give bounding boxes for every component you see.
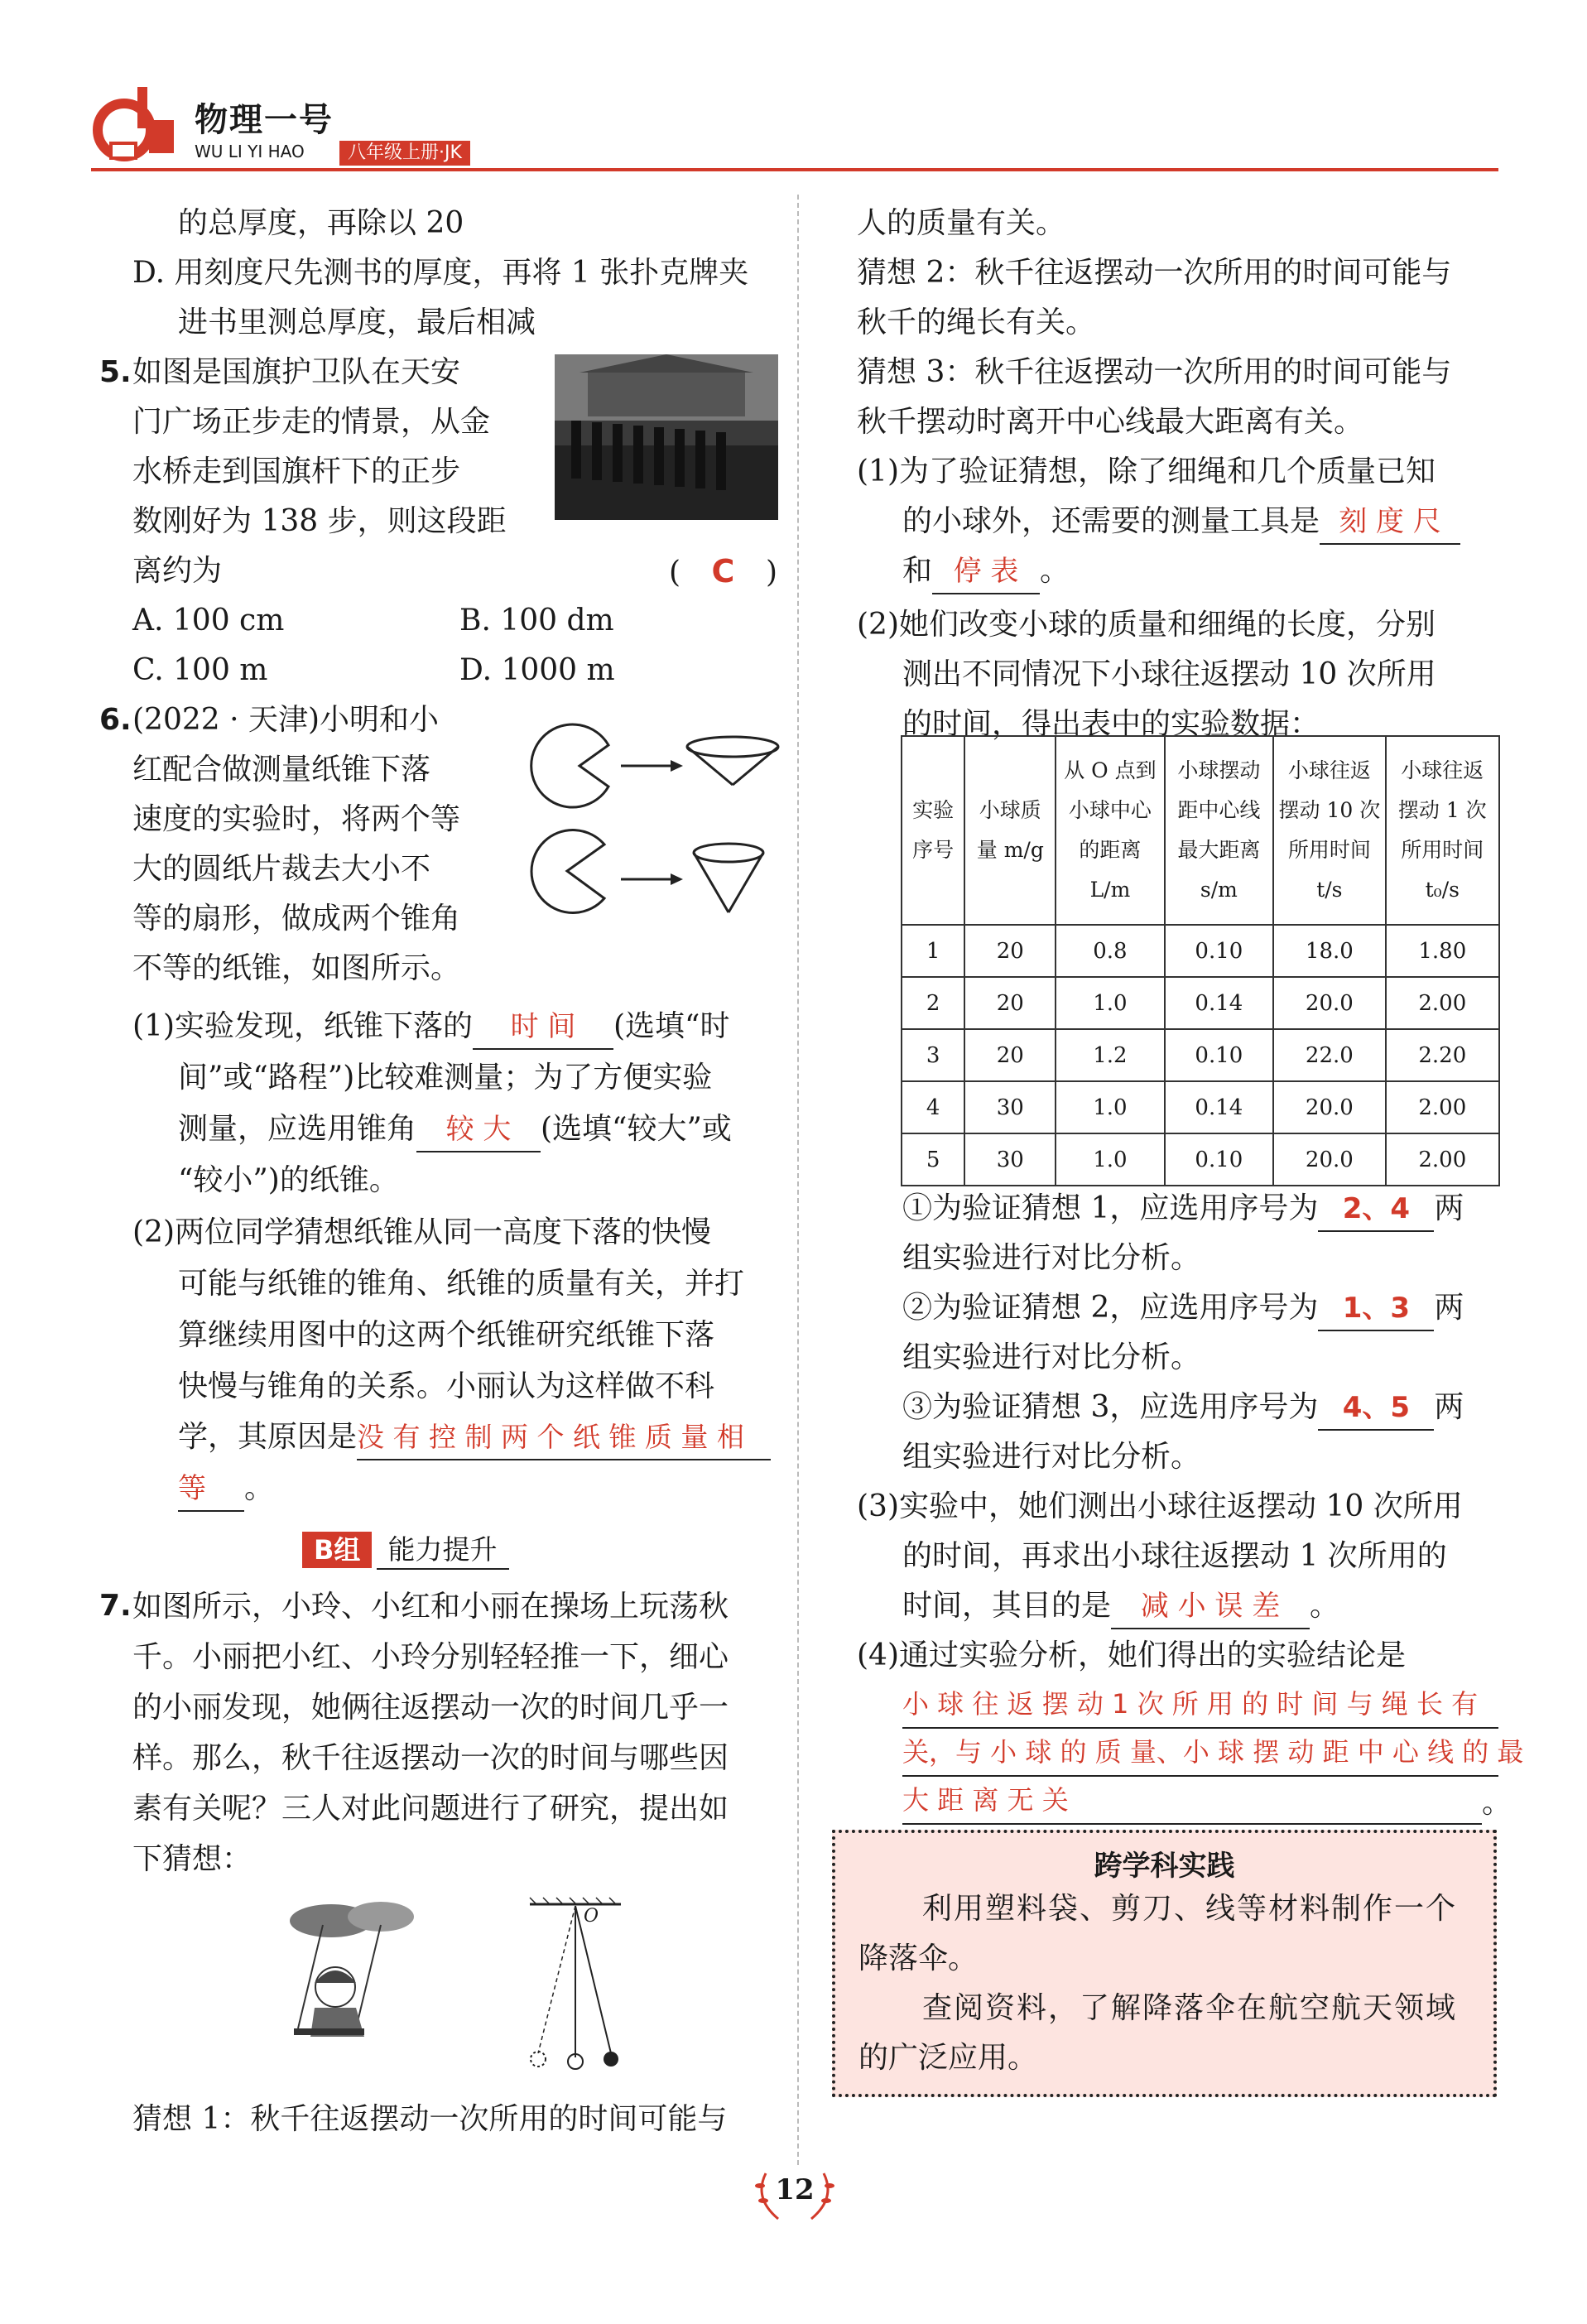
q6-line: 速度的实验时，将两个等	[132, 802, 461, 836]
header-cell: 实验 序号	[902, 736, 964, 925]
guess1-continuation: 人的质量有关。	[857, 206, 1066, 240]
q5-option-c: C. 100 m	[132, 653, 268, 687]
r-p3-end: 。	[1310, 1589, 1340, 1623]
header-cell: 小球质 量 m/g	[964, 736, 1056, 925]
table-cell: 20	[964, 977, 1056, 1029]
q5-answer: C	[711, 553, 735, 589]
q6-reason-answer-cont: 等	[178, 1467, 244, 1512]
table-row	[902, 1029, 1499, 1081]
experiment-data-table	[901, 735, 1500, 1186]
practice-title: 跨学科实践	[1094, 1850, 1235, 1883]
verify-text: 两	[1434, 1390, 1464, 1424]
table-cell: 0.8	[1056, 925, 1164, 977]
verify-text: ①为验证猜想 1，应选用序号为	[902, 1191, 1319, 1225]
verify-guess3-line2: 组实验进行对比分析。	[902, 1440, 1201, 1474]
guess1-answer: 2、4	[1318, 1187, 1434, 1232]
guess2-answer: 1、3	[1318, 1287, 1434, 1331]
guess3-line2: 秋千摆动时离开中心线最大距离有关。	[857, 405, 1364, 439]
q5-answer-bracket	[669, 546, 777, 598]
q6-answer-time: 时 间	[473, 1005, 613, 1050]
q6-line: 红配合做测量纸锥下落	[132, 753, 431, 787]
q6-p1-text: (选填“时	[613, 1009, 730, 1043]
q6-p2-text: 学，其原因是	[178, 1420, 358, 1454]
q4-option-d-line2: 进书里测总厚度，最后相减	[178, 306, 536, 339]
q7-line: 素有关呢？三人对此问题进行了研究，提出如	[132, 1792, 729, 1826]
q6-part1-line1	[132, 1002, 729, 1051]
table-cell: 20	[964, 1029, 1056, 1081]
q6-answer-larger: 较 大	[416, 1108, 541, 1152]
table-cell: 1.0	[1056, 977, 1164, 1029]
q6-p1-text: (选填“较大”或	[541, 1112, 732, 1146]
table-cell: 22.0	[1273, 1029, 1385, 1081]
header-cell: 从 O 点到 小球中心 的距离 L/m	[1056, 736, 1164, 925]
r-part2-line2: 测出不同情况下小球往返摆动 10 次所用	[902, 657, 1436, 691]
verify-guess1-line1	[902, 1184, 1464, 1234]
verify-guess2-line1	[902, 1283, 1464, 1333]
practice-line: 利用塑料袋、剪刀、线等材料制作一个	[922, 1892, 1458, 1926]
q6-part2-reason	[178, 1412, 771, 1462]
table-cell: 30	[964, 1133, 1056, 1186]
r-part2-line1: (2)她们改变小球的质量和细绳的长度，分别	[857, 608, 1436, 642]
conclusion-line: 关，与 小 球 的 质 量、小 球 摆 动 距 中 心 线 的 最	[902, 1729, 1498, 1777]
table-cell: 1	[902, 925, 964, 977]
bracket-right: )	[765, 556, 777, 589]
q5-line: 水桥走到国旗杆下的正步	[132, 455, 461, 488]
honor-guard-photo	[555, 354, 778, 520]
q5-number: 5.	[99, 355, 132, 389]
group-b-badge: B组	[302, 1532, 372, 1568]
table-cell: 3	[902, 1029, 964, 1081]
table-cell: 1.2	[1056, 1029, 1164, 1081]
table-row	[902, 1081, 1499, 1133]
table-cell: 1.0	[1056, 1081, 1164, 1133]
q6-p2-line: 快慢与锥角的关系。小丽认为这样做不科	[178, 1369, 715, 1403]
q6-reason-answer: 没 有 控 制 两 个 纸 锥 质 量 相	[357, 1416, 771, 1460]
q5-option-a: A. 100 cm	[132, 604, 285, 638]
q6-p1-text: 测量，应选用锥角	[178, 1112, 417, 1146]
header-rule	[91, 168, 1498, 171]
table-header-row	[902, 736, 1499, 925]
r-part1-line1: (1)为了验证猜想，除了细绳和几个质量已知	[857, 455, 1436, 488]
r-p1-text: 和	[902, 554, 933, 588]
q7-line: 下猜想：	[132, 1842, 252, 1876]
header-pinyin: WU LI YI HAO	[195, 142, 305, 161]
table-cell: 2.00	[1386, 1081, 1499, 1133]
group-b-heading	[302, 1532, 509, 1571]
q7-line: 千。小丽把小红、小玲分别轻轻推一下，细心	[132, 1640, 729, 1674]
practice-line: 的广泛应用。	[858, 2041, 1038, 2075]
swing-girl-illustration	[265, 1896, 447, 2070]
q7-line: 样。那么，秋千往返摆动一次的时间与哪些因	[132, 1741, 729, 1775]
pendulum-pivot-label: O	[584, 1906, 599, 1927]
q6-p2-line: (2)两位同学猜想纸锥从同一高度下落的快慢	[132, 1215, 711, 1249]
q6-p2-end: 。	[244, 1471, 275, 1505]
practice-line: 查阅资料，了解降落伞在航空航天领域	[922, 1991, 1458, 2025]
q6-line: 等的扇形，做成两个锥角	[132, 902, 461, 936]
conclusion-line: 小 球 往 返 摆 动 1 次 所 用 的 时 间 与 绳 长 有	[902, 1681, 1498, 1729]
table-cell: 20.0	[1273, 977, 1385, 1029]
header-cell: 小球摆动 距中心线 最大距离 s/m	[1165, 736, 1274, 925]
pendulum-diagram	[513, 1896, 637, 2078]
verify-text: 两	[1434, 1291, 1464, 1325]
page-number: 12	[775, 2173, 815, 2206]
q7-text	[132, 1581, 729, 1884]
verify-text: ②为验证猜想 2，应选用序号为	[902, 1291, 1319, 1325]
table-cell: 18.0	[1273, 925, 1385, 977]
r-part4-line1: (4)通过实验分析，她们得出的实验结论是	[857, 1638, 1406, 1672]
q6-text	[132, 695, 460, 944]
table-row	[902, 1133, 1499, 1186]
column-divider	[797, 195, 799, 2165]
table-cell: 20.0	[1273, 1133, 1385, 1186]
guess3-line1: 猜想 3：秋千往返摆动一次所用的时间可能与	[857, 355, 1452, 389]
practice-line: 降落伞。	[858, 1941, 979, 1975]
q7-line: 如图所示，小玲、小红和小丽在操场上玩荡秋	[132, 1590, 729, 1624]
paper-cone-diagram	[517, 695, 782, 927]
q4-option-d-line1: D. 用刻度尺先测书的厚度，再将 1 张扑克牌夹	[132, 256, 749, 290]
q6-part1-line3	[178, 1104, 732, 1154]
r-part1-line2	[902, 497, 1460, 546]
group-b-title: 能力提升	[377, 1532, 509, 1570]
table-row	[902, 925, 1499, 977]
q6-line-last: 不等的纸锥，如图所示。	[132, 951, 461, 985]
r-p1-text: 的小球外，还需要的测量工具是	[902, 504, 1320, 538]
header-cell: 小球往返 摆动 10 次 所用时间 t/s	[1273, 736, 1385, 925]
q5-option-d: D. 1000 m	[459, 653, 615, 687]
q5-line: 数刚好为 138 步，则这段距	[132, 504, 507, 538]
conclusion-end: 。	[1482, 1786, 1512, 1820]
q6-part2	[132, 1207, 744, 1412]
conclusion-line: 大 距 离 无 关	[902, 1777, 1482, 1825]
purpose-answer: 减 小 误 差	[1111, 1585, 1310, 1629]
conclusion-answer	[902, 1681, 1524, 1825]
r-p1-end: 。	[1040, 554, 1070, 588]
table-cell: 20.0	[1273, 1081, 1385, 1133]
table-cell: 1.0	[1056, 1133, 1164, 1186]
q4-continuation: 的总厚度，再除以 20	[178, 206, 464, 240]
verify-text: ③为验证猜想 3，应选用序号为	[902, 1390, 1319, 1424]
guess2-line2: 秋千的绳长有关。	[857, 306, 1096, 339]
table-cell: 2.00	[1386, 1133, 1499, 1186]
guess2-line1: 猜想 2：秋千往返摆动一次所用的时间可能与	[857, 256, 1452, 290]
table-cell: 20	[964, 925, 1056, 977]
table-cell: 30	[964, 1081, 1056, 1133]
verify-text: 两	[1434, 1191, 1464, 1225]
q6-p2-line: 算继续用图中的这两个纸锥研究纸锥下落	[178, 1318, 715, 1352]
q5-option-b: B. 100 dm	[459, 604, 614, 638]
q6-part2-reason-cont	[178, 1464, 274, 1513]
table-cell: 2.20	[1386, 1029, 1499, 1081]
header-title: 物理一号	[195, 101, 334, 139]
r-part2-line3: 的时间，得出表中的实验数据：	[902, 707, 1320, 741]
logo-flask-icon	[91, 79, 182, 170]
q7-guess1: 猜想 1：秋千往返摆动一次所用的时间可能与	[132, 2102, 728, 2136]
q7-number: 7.	[99, 1589, 132, 1623]
q7-line: 的小丽发现，她俩往返摆动一次的时间几乎一	[132, 1691, 729, 1725]
header	[91, 79, 1498, 174]
q6-number: 6.	[99, 703, 132, 737]
q6-line: (2022 · 天津)小明和小	[132, 703, 440, 737]
table-cell: 2	[902, 977, 964, 1029]
bracket-left: (	[669, 556, 681, 589]
q6-line: 大的圆纸片裁去大小不	[132, 852, 431, 886]
verify-guess1-line2: 组实验进行对比分析。	[902, 1241, 1201, 1275]
r-part3-line2: 的时间，再求出小球往返摆动 1 次所用的	[902, 1539, 1447, 1573]
q5-line: 离约为	[132, 554, 223, 588]
guess3-answer: 4、5	[1318, 1386, 1434, 1431]
table-row	[902, 977, 1499, 1029]
table-cell: 5	[902, 1133, 964, 1186]
verify-guess2-line2: 组实验进行对比分析。	[902, 1340, 1201, 1374]
table-cell: 0.10	[1165, 1133, 1274, 1186]
header-cell: 小球往返 摆动 1 次 所用时间 t₀/s	[1386, 736, 1499, 925]
r-p3-text: 时间，其目的是	[902, 1589, 1112, 1623]
tool-answer-ruler: 刻 度 尺	[1320, 500, 1460, 545]
r-part1-line3	[902, 546, 1070, 596]
q6-p2-line: 可能与纸锥的锥角、纸锥的质量有关，并打	[178, 1267, 745, 1301]
q5-line: 如图是国旗护卫队在天安	[132, 355, 461, 389]
q6-part1-line2: 间”或“路程”)比较难测量；为了方便实验	[178, 1061, 713, 1095]
r-part3-line3	[902, 1581, 1339, 1631]
verify-guess3-line1	[902, 1383, 1464, 1432]
grade-label: 八年级上册·JK	[339, 141, 470, 166]
table-cell: 0.14	[1165, 977, 1274, 1029]
table-cell: 0.10	[1165, 1029, 1274, 1081]
table-cell: 4	[902, 1081, 964, 1133]
table-cell: 1.80	[1386, 925, 1499, 977]
table-cell: 0.14	[1165, 1081, 1274, 1133]
table-cell: 2.00	[1386, 977, 1499, 1029]
table-cell: 0.10	[1165, 925, 1274, 977]
practice-box	[832, 1830, 1497, 2097]
tool-answer-stopwatch: 停 表	[932, 550, 1040, 594]
r-part3-line1: (3)实验中，她们测出小球往返摆动 10 次所用	[857, 1489, 1463, 1523]
q6-part1-line4: “较小”)的纸锥。	[178, 1163, 399, 1197]
q5-line: 门广场正步走的情景，从金	[132, 405, 491, 439]
q6-p1-text: (1)实验发现，纸锥下落的	[132, 1009, 473, 1043]
q5-text	[132, 348, 507, 596]
